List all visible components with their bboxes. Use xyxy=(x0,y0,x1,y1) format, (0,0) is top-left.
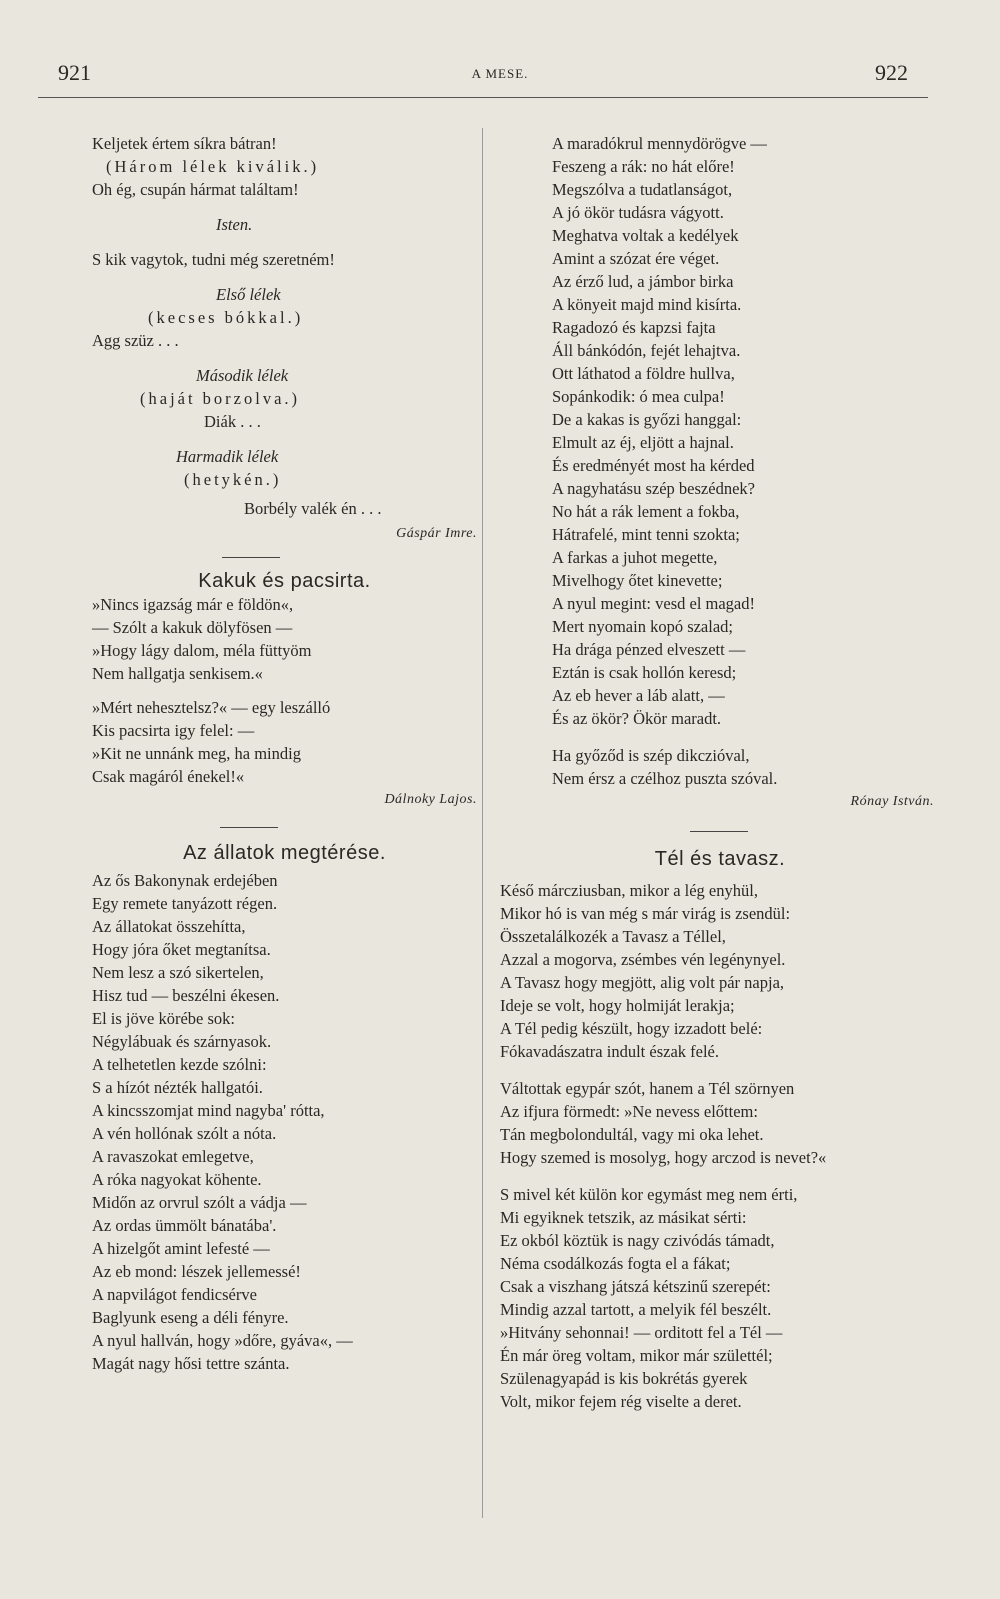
running-title: A MESE. xyxy=(471,66,529,81)
header-rule xyxy=(38,97,928,98)
verse-line: Midőn az orvrul szólt a vádja — xyxy=(92,1193,307,1212)
verse-line: S kik vagytok, tudni még szeretném! xyxy=(92,250,335,269)
verse-line: Mert nyomain kopó szalad; xyxy=(552,617,734,636)
verse-line: Az állatokat összehítta, xyxy=(92,917,246,936)
author-signature: Rónay István. xyxy=(850,794,934,809)
verse-line: Volt, mikor fejem rég viselte a deret. xyxy=(500,1392,742,1411)
verse-line: Mi egyiknek tetszik, az másikat sérti: xyxy=(500,1208,747,1227)
speaker-name: Isten. xyxy=(216,215,253,234)
right-column xyxy=(500,132,940,1413)
verse-line: Megszólva a tudatlanságot, xyxy=(552,180,733,199)
poem-tel-es-tavasz xyxy=(500,848,940,1413)
verse-line: A farkas a juhot megette, xyxy=(552,548,718,567)
verse-line: Feszeng a rák: no hát előre! xyxy=(552,157,735,176)
verse-line: Oh ég, csupán hármat találtam! xyxy=(92,180,299,199)
verse-line: »Hitvány sehonnai! — orditott fel a Tél — xyxy=(500,1323,783,1342)
verse-line: Ragadozó és kapzsi fajta xyxy=(552,318,716,337)
verse-line: No hát a rák lement a fokba, xyxy=(552,502,740,521)
verse-line: Ha drága pénzed elveszett — xyxy=(552,640,746,659)
verse-line: Mivelhogy őtet kinevette; xyxy=(552,571,723,590)
verse-line: A telhetetlen kezde szólni: xyxy=(92,1055,267,1074)
verse-line: A Tél pedig készült, hogy izzadott belé: xyxy=(500,1019,763,1038)
verse-line: Ez okból köztük is nagy czivódás támadt, xyxy=(500,1231,775,1250)
verse-line: A hizelgőt amint lefesté — xyxy=(92,1239,270,1258)
verse-line: A maradókrul mennydörögve — xyxy=(552,134,767,153)
verse-line: Az ordas ümmölt bánatába'. xyxy=(92,1216,277,1235)
verse-line: És az ökör? Ökör maradt. xyxy=(552,709,722,728)
verse-line: Ideje se volt, hogy holmiját lerakja; xyxy=(500,996,735,1015)
section-rule xyxy=(690,831,748,832)
section-rule xyxy=(220,827,278,828)
verse-line: »Nincs igazság már e földön«, xyxy=(92,595,294,614)
stage-direction: (Három lélek kiválik.) xyxy=(106,157,320,176)
page-number-right: 922 xyxy=(875,60,908,85)
verse-line: Az ős Bakonynak erdejében xyxy=(92,871,278,890)
verse-line: Keljetek értem síkra bátran! xyxy=(92,134,277,153)
verse-line: Néma csodálkozás fogta el a fákat; xyxy=(500,1254,731,1273)
stage-direction: (hetykén.) xyxy=(184,470,282,489)
verse-line: Az ifjura förmedt: »Ne nevess előttem: xyxy=(500,1102,758,1121)
verse-line: Váltottak egypár szót, hanem a Tél szörnyen xyxy=(500,1079,795,1098)
poem-allatok xyxy=(92,842,477,1375)
verse-line: S mivel két külön kor egymást meg nem érti, xyxy=(500,1185,798,1204)
verse-line: Hisz tud — beszélni ékesen. xyxy=(92,986,280,1005)
verse-line: Fókavadászatra indult észak felé. xyxy=(500,1042,719,1061)
left-column xyxy=(92,132,477,1375)
verse-line: Az eb hever a láb alatt, — xyxy=(552,686,725,705)
verse-line: A napvilágot fendicsérve xyxy=(92,1285,257,1304)
poem-title: Az állatok megtérése. xyxy=(183,842,386,864)
verse-line: Hogy szemed is mosolyg, hogy arczod is nevet?« xyxy=(500,1148,827,1167)
verse-line: »Kit ne unnánk meg, ha mindig xyxy=(92,744,301,763)
verse-line: A könyeit majd mind kisírta. xyxy=(552,295,742,314)
drama-section xyxy=(92,132,477,545)
author-signature: Dálnoky Lajos. xyxy=(384,792,477,807)
verse-line: Amint a szózat ére véget. xyxy=(552,249,720,268)
verse-line: Késő márcziusban, mikor a lég enyhül, xyxy=(500,881,758,900)
verse-line: »Hogy lágy dalom, méla füttyöm xyxy=(92,641,312,660)
verse-line: Én már öreg voltam, mikor már születtél; xyxy=(500,1346,773,1365)
verse-line: Nem lesz a szó sikertelen, xyxy=(92,963,264,982)
verse-line: Áll bánkódón, fejét lehajtva. xyxy=(552,341,741,360)
verse-line: A vén hollónak szólt a nóta. xyxy=(92,1124,277,1143)
verse-line: Nem érsz a czélhoz puszta szóval. xyxy=(552,769,778,788)
poem-title: Tél és tavasz. xyxy=(654,848,786,870)
verse-line: Magát nagy hősi tettre szánta. xyxy=(92,1354,290,1373)
page-header xyxy=(0,60,1000,100)
stage-direction: (haját borzolva.) xyxy=(140,389,301,408)
verse-line: Meghatva voltak a kedélyek xyxy=(552,226,739,245)
verse-line: A nagyhatásu szép beszédnek? xyxy=(552,479,755,498)
verse-line: Mikor hó is van még s már virág is zsendül: xyxy=(500,904,791,923)
poem-kakuk xyxy=(92,570,477,811)
verse-line: Azzal a mogorva, zsémbes vén legénynyel. xyxy=(500,950,786,969)
verse-line: Eztán is csak hollón keresd; xyxy=(552,663,737,682)
verse-line: Borbély valék én . . . xyxy=(244,499,382,518)
verse-line: Csak a viszhang játszá kétszinű szerepét: xyxy=(500,1277,771,1296)
verse-line: Sopánkodik: ó mea culpa! xyxy=(552,387,725,406)
verse-line: Elmult az éj, eljött a hajnal. xyxy=(552,433,734,452)
verse-line: Baglyunk eseng a déli fényre. xyxy=(92,1308,289,1327)
verse-line: A ravaszokat emlegetve, xyxy=(92,1147,254,1166)
speaker-name: Első lélek xyxy=(216,285,281,304)
verse-line: Összetalálkozék a Tavasz a Téllel, xyxy=(500,927,726,946)
verse-line: Hátrafelé, mint tenni szokta; xyxy=(552,525,740,544)
verse-line: A jó ökör tudásra vágyott. xyxy=(552,203,724,222)
verse-line: Szülenagyapád is kis bokrétás gyerek xyxy=(500,1369,748,1388)
page-number-left: 921 xyxy=(58,60,91,85)
verse-line: Négylábuak és szárnyasok. xyxy=(92,1032,272,1051)
poem-title: Kakuk és pacsirta. xyxy=(198,570,371,592)
verse-line: A Tavasz hogy megjött, alig volt pár napja, xyxy=(500,973,785,992)
verse-line: Diák . . . xyxy=(204,412,261,431)
verse-line: »Mért nehesztelsz?« — egy leszálló xyxy=(92,698,331,717)
verse-line: Az eb mond: lészek jellemessé! xyxy=(92,1262,301,1281)
speaker-name: Második lélek xyxy=(196,366,289,385)
verse-line: Agg szüz . . . xyxy=(92,331,179,350)
stage-direction: (kecses bókkal.) xyxy=(148,308,304,327)
verse-line: Nem hallgatja senkisem.« xyxy=(92,664,263,683)
verse-line: Ha győződ is szép dikczióval, xyxy=(552,746,750,765)
verse-line: A nyul megint: vesd el magad! xyxy=(552,594,756,613)
verse-line: A kincsszomjat mind nagyba' rótta, xyxy=(92,1101,325,1120)
verse-line: El is jöve körébe sok: xyxy=(92,1009,235,1028)
verse-line: Tán megbolondultál, vagy mi oka lehet. xyxy=(500,1125,764,1144)
author-signature: Gáspár Imre. xyxy=(396,526,477,541)
verse-line: Ott láthatod a földre hullva, xyxy=(552,364,735,383)
column-divider xyxy=(482,128,483,1518)
verse-line: A róka nagyokat köhente. xyxy=(92,1170,262,1189)
section-rule xyxy=(222,557,280,558)
verse-line: Hogy jóra őket megtanítsa. xyxy=(92,940,271,959)
verse-line: S a hízót nézték hallgatói. xyxy=(92,1078,263,1097)
verse-line: Kis pacsirta igy felel: — xyxy=(92,721,255,740)
verse-line: És eredményét most ha kérded xyxy=(552,456,755,475)
verse-line: Az érző lud, a jámbor birka xyxy=(552,272,734,291)
verse-line: A nyul hallván, hogy »dőre, gyáva«, — xyxy=(92,1331,353,1350)
poem-allatok-continued xyxy=(500,132,940,813)
verse-line: De a kakas is győzi hanggal: xyxy=(552,410,742,429)
verse-line: Csak magáról énekel!« xyxy=(92,767,245,786)
verse-line: Egy remete tanyázott régen. xyxy=(92,894,278,913)
verse-line: — Szólt a kakuk dölyfösen — xyxy=(92,618,293,637)
speaker-name: Harmadik lélek xyxy=(176,447,279,466)
verse-line: Mindig azzal tartott, a melyik fél beszélt. xyxy=(500,1300,772,1319)
